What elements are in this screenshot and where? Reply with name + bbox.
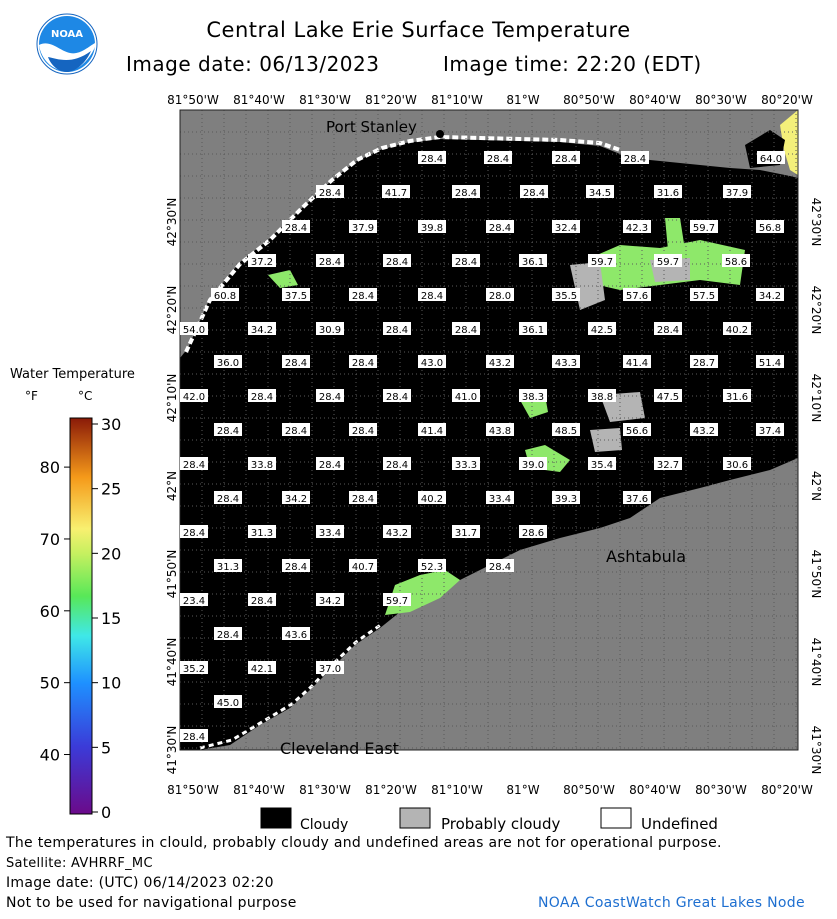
svg-text:36.1: 36.1 [521,325,545,336]
svg-text:41.0: 41.0 [454,392,478,403]
temperature-value [418,491,446,505]
temperature-value [519,254,547,268]
svg-text:52.3: 52.3 [420,562,444,573]
svg-text:31.7: 31.7 [454,528,478,539]
svg-text:33.4: 33.4 [318,528,342,539]
svg-text:56.6: 56.6 [625,426,649,437]
lat-label-right: 42°20'N [809,285,823,335]
temperature-value [519,389,547,403]
svg-text:28.4: 28.4 [318,392,342,403]
fahrenheit-tick: 70 [39,529,60,549]
svg-text:28.4: 28.4 [216,494,240,505]
temperature-value [180,389,208,403]
svg-text:34.2: 34.2 [284,494,308,505]
temperature-value [588,254,616,268]
temperature-value [214,695,242,709]
svg-text:28.4: 28.4 [623,154,647,165]
lat-label-right: 41°50'N [809,549,823,599]
svg-text:28.4: 28.4 [318,460,342,471]
temperature-value [552,220,580,234]
key-probably-cloudy-swatch [400,808,430,828]
disclaimer-text: The temperatures in clould, probably cloudy and undefined areas are not for operational purpose. [6,835,722,851]
lon-label-bottom: 81°50'W [167,783,219,797]
svg-text:59.7: 59.7 [385,596,409,607]
temperature-value [723,185,751,199]
temperature-value [452,457,480,471]
temperature-value [383,389,411,403]
temperature-value [654,322,682,336]
svg-text:37.5: 37.5 [284,291,308,302]
lat-label-right: 42°30'N [809,197,823,247]
svg-text:31.3: 31.3 [216,562,240,573]
temperature-value [484,151,512,165]
temperature-value [654,185,682,199]
temperature-value [180,525,208,539]
temperature-value [623,423,651,437]
temperature-value [552,355,580,369]
temperature-value [418,151,446,165]
temperature-value [756,423,784,437]
svg-text:28.4: 28.4 [385,325,409,336]
svg-text:28.4: 28.4 [385,257,409,268]
svg-text:38.3: 38.3 [521,392,545,403]
fahrenheit-tick: 50 [39,673,60,693]
temperature-value [180,322,208,336]
lon-label-top: 81°30'W [299,93,351,107]
temperature-value [383,322,411,336]
svg-text:36.1: 36.1 [521,257,545,268]
port-stanley-marker [436,130,444,138]
temperature-value [316,661,344,675]
svg-text:38.8: 38.8 [590,392,614,403]
lat-label-left: 41°30'N [165,725,179,775]
fahrenheit-tick: 40 [39,745,60,765]
lat-label-right: 41°40'N [809,637,823,687]
lon-label-bottom: 81°10'W [431,783,483,797]
svg-text:33.8: 33.8 [250,460,274,471]
svg-text:28.4: 28.4 [385,392,409,403]
svg-text:40.7: 40.7 [351,562,375,573]
celsius-tick: 25 [101,479,122,499]
svg-text:54.0: 54.0 [182,325,206,336]
lat-label-right: 42°10'N [809,373,823,423]
temperature-value [486,288,514,302]
temperature-value [382,185,410,199]
utc-date-text: Image date: (UTC) 06/14/2023 02:20 [6,875,274,891]
temperature-value [486,355,514,369]
temperature-value [452,254,480,268]
place-label-port-stanley: Port Stanley [326,118,417,136]
image-date: Image date: 06/13/2023 [126,52,380,76]
temperature-value [282,559,310,573]
temperature-value [349,423,377,437]
svg-text:58.6: 58.6 [724,257,748,268]
svg-text:34.2: 34.2 [758,291,782,302]
svg-text:34.5: 34.5 [588,188,612,199]
temperature-value [623,288,651,302]
lon-label-top: 81°10'W [431,93,483,107]
temperature-value [418,423,446,437]
temperature-value [282,423,310,437]
svg-text:30.6: 30.6 [725,460,749,471]
temperature-value [552,151,580,165]
svg-text:41.4: 41.4 [420,426,444,437]
temperature-value [248,525,276,539]
temperature-value [214,627,242,641]
temperature-value [211,288,239,302]
svg-text:28.4: 28.4 [488,562,512,573]
svg-text:28.4: 28.4 [351,426,375,437]
temperature-value [316,593,344,607]
svg-text:37.2: 37.2 [250,257,274,268]
temperature-value [690,288,718,302]
temperature-value [452,322,480,336]
temperature-value [383,254,411,268]
temperature-value [418,355,446,369]
svg-text:28.4: 28.4 [486,154,510,165]
svg-text:35.2: 35.2 [182,664,206,675]
svg-text:28.4: 28.4 [182,460,206,471]
lat-label-left: 42°20'N [165,285,179,335]
temperature-value [418,559,446,573]
temperature-value [180,661,208,675]
lon-label-bottom: 80°30'W [695,783,747,797]
svg-text:28.4: 28.4 [351,358,375,369]
svg-text:43.2: 43.2 [488,358,512,369]
temperature-value [282,627,310,641]
lat-label-left: 41°50'N [165,549,179,599]
lon-label-top: 81°20'W [365,93,417,107]
svg-text:39.3: 39.3 [554,494,578,505]
lon-label-bottom: 81°20'W [365,783,417,797]
svg-text:43.6: 43.6 [284,630,308,641]
temperature-value [723,389,751,403]
temperature-value [756,220,784,234]
temperature-value [282,220,310,234]
temperature-value [588,457,616,471]
temperature-value [452,389,480,403]
svg-text:31.6: 31.6 [725,392,749,403]
lon-label-top: 81°40'W [233,93,285,107]
place-label-cleveland-east: Cleveland East [280,739,399,758]
svg-text:28.4: 28.4 [454,188,478,199]
temperature-value [452,185,480,199]
celsius-tick: 30 [101,415,122,434]
svg-text:32.4: 32.4 [554,223,578,234]
svg-text:28.4: 28.4 [318,188,342,199]
temperature-value [214,559,242,573]
svg-text:59.7: 59.7 [656,257,680,268]
svg-text:33.4: 33.4 [488,494,512,505]
svg-text:28.4: 28.4 [284,562,308,573]
lon-label-bottom: 81°30'W [299,783,351,797]
temperature-value [282,288,310,302]
temperature-value [552,423,580,437]
svg-text:43.0: 43.0 [420,358,444,369]
temperature-value [690,355,718,369]
temperature-value [654,254,682,268]
temperature-value [588,389,616,403]
svg-text:43.2: 43.2 [385,528,409,539]
noaa-logo-text: NOAA [50,29,84,40]
svg-text:47.5: 47.5 [656,392,680,403]
page-title: Central Lake Erie Surface Temperature [206,18,631,42]
temperature-value [316,389,344,403]
key-cloudy-swatch [261,808,291,828]
navigation-warning: Not to be used for navigational purpose [6,895,297,911]
temperature-value [520,185,548,199]
celsius-tick: 20 [101,544,122,564]
temperature-value [214,423,242,437]
temperature-value [383,525,411,539]
lon-label-top: 80°30'W [695,93,747,107]
lon-label-top: 81°W [506,93,540,107]
svg-text:28.4: 28.4 [522,188,546,199]
svg-text:43.8: 43.8 [488,426,512,437]
key-undefined-swatch [601,808,631,828]
temperature-value [316,254,344,268]
temperature-value [654,389,682,403]
lon-label-bottom: 80°20'W [761,783,813,797]
celsius-tick: 15 [101,609,122,628]
legend-title: Water Temperature [10,367,135,382]
temperature-value [248,661,276,675]
celsius-tick: 0 [101,803,112,822]
svg-text:28.4: 28.4 [656,325,680,336]
temperature-value [349,355,377,369]
temperature-value [690,220,718,234]
legend-unit-c: °C [78,389,93,403]
temperature-value [248,322,276,336]
probably-cloudy-3 [590,428,622,452]
temperature-value [248,457,276,471]
temperature-value [623,355,651,369]
temperature-value [248,254,276,268]
temperature-value [316,525,344,539]
svg-text:34.2: 34.2 [318,596,342,607]
svg-text:57.5: 57.5 [692,291,716,302]
lat-label-left: 42°10'N [165,373,179,423]
svg-text:28.4: 28.4 [351,494,375,505]
temperature-value [349,288,377,302]
lat-label-left: 42°N [165,470,179,502]
svg-text:28.7: 28.7 [692,358,716,369]
temperature-value [452,525,480,539]
credit-text: NOAA CoastWatch Great Lakes Node [538,895,805,911]
svg-text:40.2: 40.2 [420,494,444,505]
temperature-value [690,423,718,437]
lon-label-bottom: 80°50'W [563,783,615,797]
fahrenheit-tick: 60 [39,601,60,621]
temperature-value [282,491,310,505]
temperature-value [723,457,751,471]
svg-text:28.4: 28.4 [216,426,240,437]
temperature-value [383,593,411,607]
temperature-value [214,491,242,505]
svg-text:39.8: 39.8 [420,223,444,234]
key-probably-cloudy-label: Probably cloudy [441,815,561,833]
temperature-value [486,220,514,234]
svg-text:28.4: 28.4 [420,291,444,302]
svg-text:28.4: 28.4 [284,358,308,369]
svg-text:35.4: 35.4 [590,460,614,471]
svg-text:45.0: 45.0 [216,698,240,709]
fahrenheit-tick: 80 [39,458,60,478]
temperature-value [588,322,616,336]
temperature-value [723,322,751,336]
temperature-value [418,288,446,302]
svg-text:28.4: 28.4 [454,325,478,336]
place-label-ashtabula: Ashtabula [606,547,687,566]
temperature-value [756,288,784,302]
svg-text:28.4: 28.4 [454,257,478,268]
svg-text:28.4: 28.4 [488,223,512,234]
svg-text:28.4: 28.4 [284,426,308,437]
svg-text:30.9: 30.9 [318,325,342,336]
svg-text:37.4: 37.4 [758,426,782,437]
temperature-colorbar [70,418,92,814]
temperature-value [586,185,614,199]
legend-unit-f: °F [25,389,38,403]
svg-text:33.3: 33.3 [454,460,478,471]
svg-text:56.8: 56.8 [758,223,782,234]
svg-text:28.4: 28.4 [182,732,206,743]
svg-text:48.5: 48.5 [554,426,578,437]
temperature-value [621,151,649,165]
svg-text:59.7: 59.7 [590,257,614,268]
svg-text:28.6: 28.6 [521,528,545,539]
temperature-value [552,491,580,505]
svg-text:34.2: 34.2 [250,325,274,336]
temperature-value [654,457,682,471]
temperature-value [552,288,580,302]
svg-text:37.0: 37.0 [318,664,342,675]
svg-text:42.1: 42.1 [250,664,274,675]
lon-label-bottom: 81°40'W [233,783,285,797]
temperature-value [316,322,344,336]
temperature-value [248,389,276,403]
temperature-value [349,220,377,234]
svg-text:28.4: 28.4 [351,291,375,302]
lon-label-top: 81°50'W [167,93,219,107]
temperature-value [316,457,344,471]
svg-text:43.3: 43.3 [554,358,578,369]
svg-text:42.5: 42.5 [590,325,614,336]
svg-text:60.8: 60.8 [213,291,237,302]
svg-text:28.4: 28.4 [318,257,342,268]
svg-text:42.3: 42.3 [625,223,649,234]
svg-text:28.4: 28.4 [250,392,274,403]
temperature-value [486,491,514,505]
svg-text:59.7: 59.7 [692,223,716,234]
lon-label-top: 80°20'W [761,93,813,107]
key-cloudy-label: Cloudy [300,817,349,833]
svg-text:31.3: 31.3 [250,528,274,539]
temperature-value [214,355,242,369]
svg-text:28.4: 28.4 [420,154,444,165]
lat-label-left: 41°40'N [165,637,179,687]
image-time: Image time: 22:20 (EDT) [443,52,702,76]
svg-text:23.4: 23.4 [182,596,206,607]
temperature-value [418,220,446,234]
satellite-text: Satellite: AVHRRF_MC [6,856,153,871]
svg-text:57.6: 57.6 [625,291,649,302]
svg-text:40.2: 40.2 [725,325,749,336]
svg-text:28.4: 28.4 [216,630,240,641]
temperature-value [316,185,344,199]
temperature-value [757,151,785,165]
svg-text:37.9: 37.9 [351,223,375,234]
temperature-value [282,355,310,369]
temperature-value [519,525,547,539]
svg-text:28.4: 28.4 [250,596,274,607]
svg-text:37.9: 37.9 [725,188,749,199]
lon-label-top: 80°40'W [629,93,681,107]
svg-text:28.4: 28.4 [385,460,409,471]
lon-label-bottom: 80°40'W [629,783,681,797]
temperature-value [248,593,276,607]
temperature-value [486,559,514,573]
temperature-value [623,220,651,234]
celsius-tick: 5 [101,738,112,758]
temperature-value [722,254,750,268]
svg-text:43.2: 43.2 [692,426,716,437]
svg-text:37.6: 37.6 [625,494,649,505]
lat-label-left: 42°30'N [165,197,179,247]
svg-text:28.4: 28.4 [182,528,206,539]
lon-label-top: 80°50'W [563,93,615,107]
svg-text:28.0: 28.0 [488,291,512,302]
svg-text:41.7: 41.7 [384,188,408,199]
temperature-value [383,457,411,471]
lat-label-right: 42°N [809,470,823,502]
svg-text:28.4: 28.4 [284,223,308,234]
svg-text:31.6: 31.6 [656,188,680,199]
svg-text:64.0: 64.0 [759,154,783,165]
temperature-value [519,322,547,336]
temperature-value [349,559,377,573]
svg-text:51.4: 51.4 [758,358,782,369]
temperature-value [623,491,651,505]
lat-label-right: 41°30'N [809,725,823,775]
svg-text:28.4: 28.4 [554,154,578,165]
svg-text:32.7: 32.7 [656,460,680,471]
temperature-value [486,423,514,437]
svg-text:39.0: 39.0 [521,460,545,471]
temperature-value [180,593,208,607]
temperature-value [180,457,208,471]
svg-text:36.0: 36.0 [216,358,240,369]
temperature-value [349,491,377,505]
temperature-value [756,355,784,369]
svg-text:35.5: 35.5 [554,291,578,302]
celsius-tick: 10 [101,673,122,693]
temperature-value [180,729,208,743]
svg-text:42.0: 42.0 [182,392,206,403]
svg-text:41.4: 41.4 [625,358,649,369]
temperature-value [519,457,547,471]
key-undefined-label: Undefined [641,815,718,833]
lon-label-bottom: 81°W [506,783,540,797]
